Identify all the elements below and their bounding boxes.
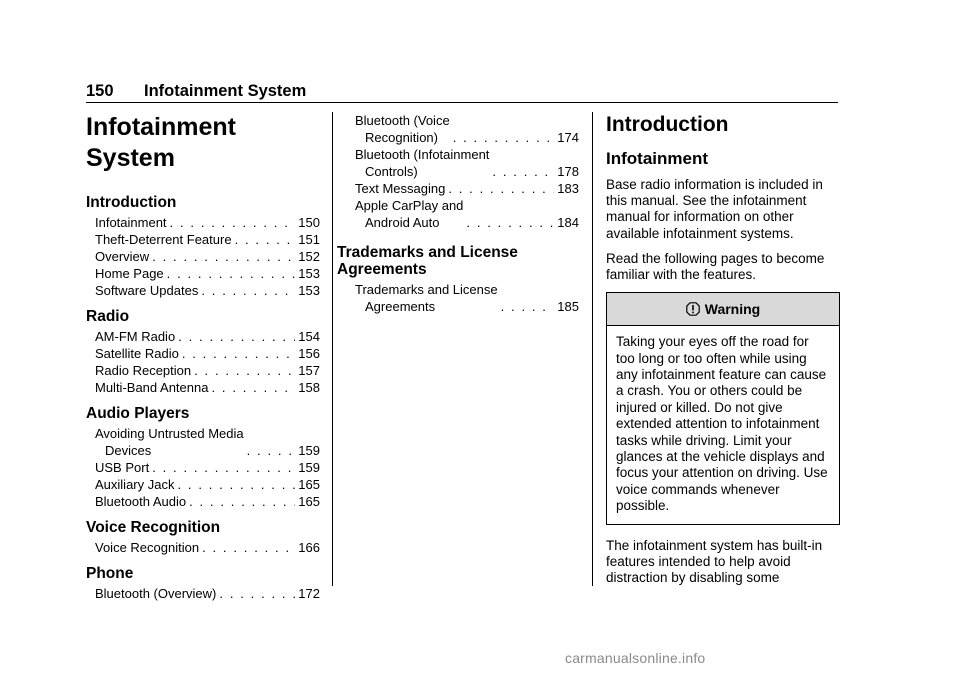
toc-entry-bluetooth-infotainment[interactable]: Bluetooth (Infotainment Controls) . . . 178	[346, 146, 579, 180]
toc-entry-carplay-android-auto[interactable]: Apple CarPlay and Android Auto . . . 184	[346, 197, 579, 231]
column-divider	[592, 112, 593, 586]
toc-section-heading: Voice Recognition	[86, 519, 221, 536]
toc-entry-am-fm-radio[interactable]: AM-FM Radio . . . 154	[86, 328, 320, 345]
section-title: Introduction	[606, 113, 729, 136]
toc-entry-home-page[interactable]: Home Page . . . 153	[86, 265, 320, 282]
toc-entry-untrusted-media[interactable]: Avoiding Untrusted Media Devices . . . 159	[86, 425, 320, 459]
body-paragraph: The infotainment system has built-in features intended to help avoid distraction by disabling some	[606, 537, 823, 586]
toc-entry-voice-recognition[interactable]: Voice Recognition . . . 166	[86, 539, 320, 556]
toc-entry-satellite-radio[interactable]: Satellite Radio . . . 156	[86, 345, 320, 362]
toc-entry-auxiliary-jack[interactable]: Auxiliary Jack . . . 165	[86, 476, 320, 493]
toc-entry-trademarks[interactable]: Trademarks and License Agreements . . . 185	[346, 281, 579, 315]
toc-section-heading: Audio Players	[86, 405, 190, 422]
toc-column-2	[337, 112, 579, 315]
warning-header	[607, 293, 839, 326]
toc-entry-bluetooth-audio[interactable]: Bluetooth Audio . . . 165	[86, 493, 320, 510]
content-column	[606, 112, 840, 595]
running-header-title: Infotainment System	[144, 82, 307, 100]
page-number: 150	[86, 82, 114, 100]
toc-section-heading: Phone	[86, 565, 134, 582]
toc-section-heading: Trademarks and License Agreements	[337, 244, 518, 278]
toc-entry-bluetooth-voice[interactable]: Bluetooth (Voice Recognition) . . . 174	[346, 112, 579, 146]
toc-entry-multi-band-antenna[interactable]: Multi-Band Antenna . . . 158	[86, 379, 320, 396]
warning-icon	[686, 302, 700, 316]
toc-entry-software-updates[interactable]: Software Updates . . . 153	[86, 282, 320, 299]
toc-entry-overview[interactable]: Overview . . . 152	[86, 248, 320, 265]
watermark: carmanualsonline.info	[565, 650, 706, 666]
column-divider	[332, 112, 333, 586]
body-paragraph: Base radio information is included in this manual. See the infotainment manual for information on other available infotainment systems.	[606, 177, 823, 241]
header-rule	[86, 102, 838, 103]
toc-entry-theft-deterrent[interactable]: Theft-Deterrent Feature . . . 151	[86, 231, 320, 248]
toc-entry-infotainment[interactable]: Infotainment . . . 150	[86, 214, 320, 231]
chapter-title: Infotainment System	[86, 113, 236, 172]
body-paragraph: Read the following pages to become familiar with the features.	[606, 250, 825, 283]
toc-section-heading: Introduction	[86, 194, 177, 211]
toc-entry-usb-port[interactable]: USB Port . . . 159	[86, 459, 320, 476]
warning-box	[606, 292, 840, 524]
toc-entry-text-messaging[interactable]: Text Messaging . . . 183	[346, 180, 579, 197]
warning-label: Warning	[704, 301, 761, 318]
subsection-title: Infotainment	[606, 149, 708, 168]
toc-entry-radio-reception[interactable]: Radio Reception . . . 157	[86, 362, 320, 379]
warning-text: Taking your eyes off the road for too long or too often while using any infotainment feature can cause a crash. You or others could be injured or killed. Do not give extended attention to infotainment tasks while driving. Limit your glances at the vehicle displays and focus your attention on driving. Use voice commands whenever possible.	[616, 334, 828, 514]
toc-entry-bluetooth-overview[interactable]: Bluetooth (Overview) . . . 172	[86, 585, 320, 602]
toc-section-heading: Radio	[86, 308, 130, 325]
toc-column-1	[86, 112, 320, 602]
